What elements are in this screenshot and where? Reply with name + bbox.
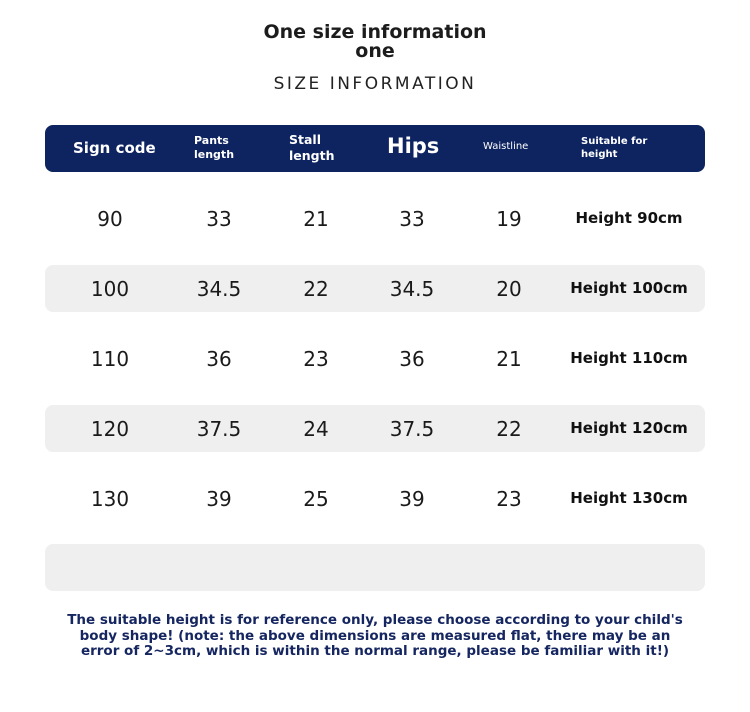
- page-title-line2: one: [355, 40, 395, 62]
- cell-suitable-height: Height 90cm: [575, 209, 683, 227]
- cell-pants-length: 33: [206, 207, 232, 231]
- footnote-line1: The suitable height is for reference only, please choose according to your child's: [67, 612, 683, 628]
- row-stripe-empty: [45, 544, 705, 591]
- cell-sign-code: 110: [90, 347, 130, 371]
- header-sign-code: Sign code: [73, 139, 156, 157]
- cell-waistline: 20: [496, 277, 522, 301]
- cell-stall-length: 22: [303, 277, 329, 301]
- footnote: [60, 613, 690, 660]
- cell-stall-length: 24: [303, 417, 329, 441]
- cell-sign-code: 90: [97, 207, 123, 231]
- cell-hips: 34.5: [389, 277, 435, 301]
- cell-sign-code: 100: [90, 277, 130, 301]
- header-stall-line2: length: [289, 148, 335, 163]
- cell-sign-code: 120: [90, 417, 130, 441]
- header-pants-line1: Pants: [194, 134, 229, 147]
- header-stall-length: [289, 132, 334, 164]
- header-suitable-height: [581, 135, 647, 161]
- header-suitable-line2: height: [581, 149, 618, 160]
- section-subtitle: SIZE INFORMATION: [273, 74, 477, 94]
- cell-waistline: 21: [496, 347, 522, 371]
- header-hips: Hips: [387, 134, 440, 158]
- cell-hips: 36: [399, 347, 425, 371]
- header-pants-line2: length: [194, 148, 235, 161]
- cell-hips: 37.5: [389, 417, 435, 441]
- cell-suitable-height: Height 110cm: [570, 349, 688, 367]
- cell-hips: 39: [399, 487, 425, 511]
- cell-hips: 33: [399, 207, 425, 231]
- cell-suitable-height: Height 130cm: [570, 489, 688, 507]
- header-waistline: Waistline: [483, 141, 529, 152]
- footnote-line2: body shape! (note: the above dimensions are measured flat, there may be an: [79, 627, 671, 644]
- cell-stall-length: 25: [303, 487, 329, 511]
- cell-waistline: 23: [496, 487, 522, 511]
- cell-pants-length: 39: [206, 487, 232, 511]
- header-suitable-line1: Suitable for: [581, 136, 648, 147]
- cell-pants-length: 37.5: [196, 417, 242, 441]
- cell-suitable-height: Height 120cm: [570, 419, 688, 437]
- cell-pants-length: 36: [206, 347, 232, 371]
- footnote-line3: error of 2~3cm, which is within the normal range, please be familiar with it!): [80, 643, 670, 659]
- cell-waistline: 22: [496, 417, 522, 441]
- cell-waistline: 19: [496, 207, 522, 231]
- cell-sign-code: 130: [90, 487, 130, 511]
- page-title: One size information: [263, 21, 487, 43]
- header-pants-length: [194, 134, 234, 162]
- table-header: [45, 125, 705, 172]
- cell-stall-length: 23: [303, 347, 329, 371]
- cell-pants-length: 34.5: [196, 277, 242, 301]
- cell-stall-length: 21: [303, 207, 329, 231]
- cell-suitable-height: Height 100cm: [570, 279, 688, 297]
- header-stall-line1: Stall: [289, 132, 321, 147]
